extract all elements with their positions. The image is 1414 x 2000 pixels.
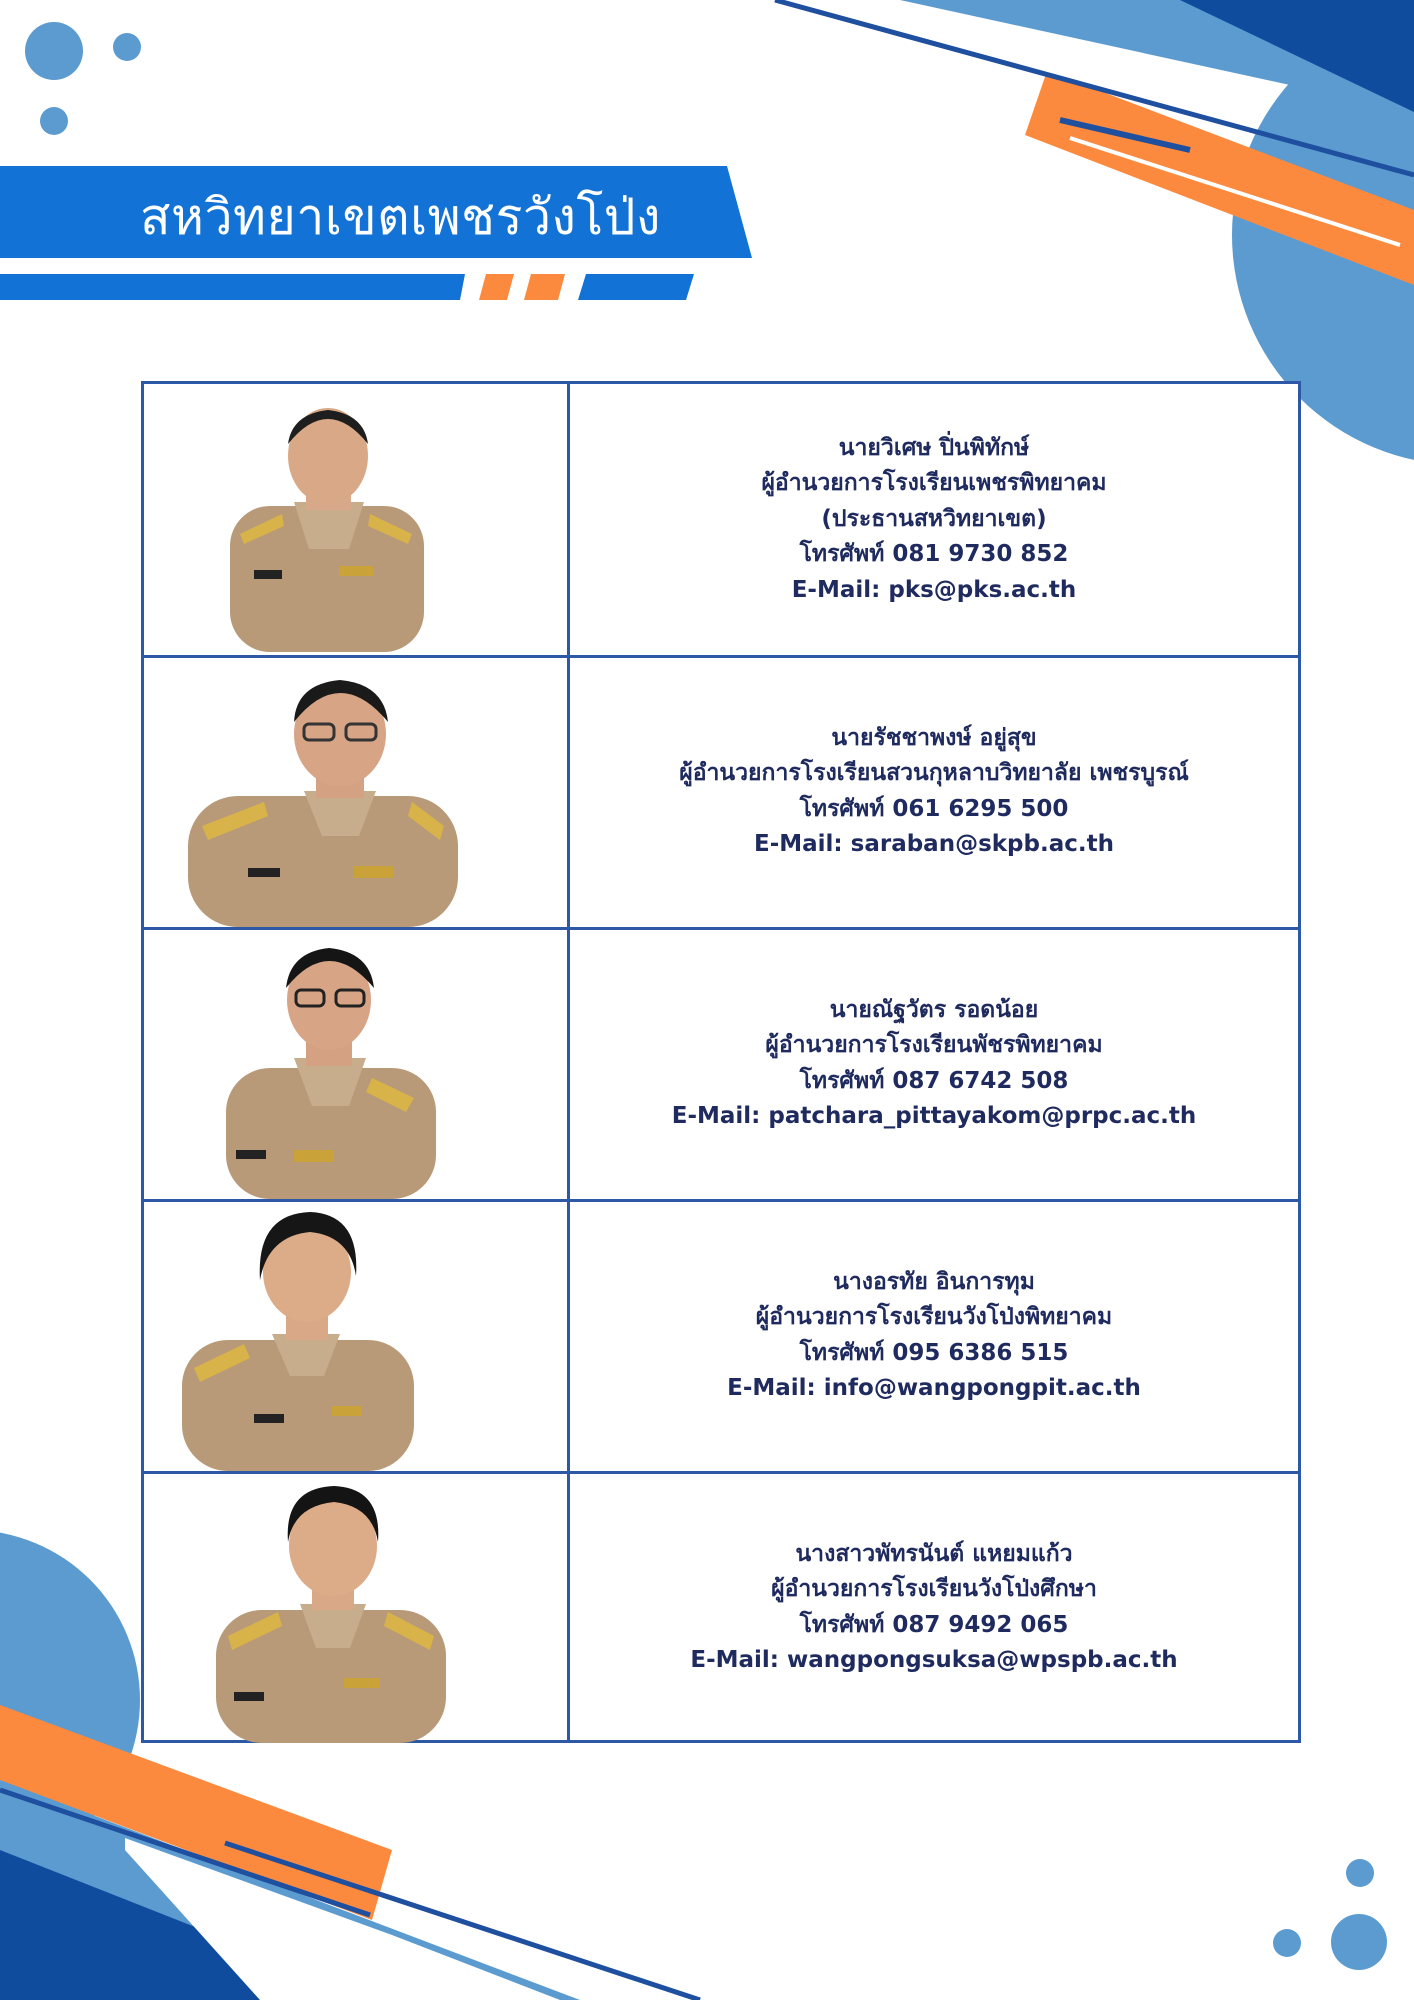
portrait-insignia: [339, 566, 373, 576]
portrait-image: [144, 1472, 567, 1743]
member-phone: โทรศัพท์ 087 6742 508: [799, 1067, 1069, 1094]
portrait-image: [144, 384, 567, 655]
member-email: E-Mail: saraban@skpb.ac.th: [754, 831, 1114, 857]
decor-bar: [479, 274, 514, 300]
member-name: นายณัฐวัตร รอดน้อย: [829, 996, 1039, 1023]
portrait-image: [144, 1200, 567, 1471]
decor-dot: [1331, 1914, 1387, 1970]
member-name: นายวิเศษ ปิ่นพิทักษ์: [838, 434, 1030, 461]
member-info: [570, 384, 1298, 655]
member-name: นายรัชชาพงษ์ อยู่สุข: [831, 724, 1037, 751]
photo-cell: [144, 384, 570, 655]
member-position: ผู้อำนวยการโรงเรียนสวนกุหลาบวิทยาลัย เพชรบูรณ์: [679, 760, 1189, 786]
portrait-insignia: [354, 866, 394, 878]
decor-bar: [524, 274, 565, 300]
page-title: สหวิทยาเขตเพชรวังโป่ง: [140, 188, 661, 246]
table-row: [144, 656, 1298, 930]
member-email: E-Mail: info@wangpongpit.ac.th: [727, 1375, 1141, 1401]
member-info: [570, 928, 1298, 1199]
decor-bar: [578, 274, 694, 300]
member-phone: โทรศัพท์ 087 9492 065: [799, 1611, 1069, 1638]
member-name: นางอรทัย อินการทุม: [833, 1268, 1035, 1295]
member-email: E-Mail: patchara_pittayakom@prpc.ac.th: [671, 1103, 1197, 1129]
decor-dot: [25, 22, 83, 80]
member-info: [570, 1472, 1298, 1743]
portrait-nametag: [254, 1414, 284, 1423]
member-email: E-Mail: pks@pks.ac.th: [791, 576, 1077, 603]
table-row: [144, 384, 1298, 658]
photo-cell: [144, 1472, 570, 1743]
photo-cell: [144, 656, 570, 927]
member-role: (ประธานสหวิทยาเขต): [821, 505, 1047, 532]
portrait-insignia: [294, 1150, 334, 1162]
member-info: [570, 1200, 1298, 1471]
photo-cell: [144, 1200, 570, 1471]
member-position: ผู้อำนวยการโรงเรียนวังโป่งศึกษา: [771, 1576, 1097, 1602]
member-phone: โทรศัพท์ 081 9730 852: [799, 541, 1069, 568]
member-position: ผู้อำนวยการโรงเรียนพัชรพิทยาคม: [765, 1032, 1103, 1058]
member-name: นางสาวพัทรนันต์ แหยมแก้ว: [795, 1540, 1073, 1567]
member-info: [570, 656, 1298, 927]
member-phone: โทรศัพท์ 095 6386 515: [799, 1339, 1069, 1366]
directory-table: [141, 381, 1301, 1743]
portrait-insignia: [344, 1678, 380, 1688]
member-position: ผู้อำนวยการโรงเรียนวังโป่งพิทยาคม: [755, 1304, 1113, 1330]
decor-dot: [1273, 1929, 1301, 1957]
decor-dot: [1346, 1859, 1374, 1887]
portrait-nametag: [236, 1150, 266, 1159]
portrait-image: [144, 928, 567, 1199]
photo-cell: [144, 928, 570, 1199]
table-row: [144, 1472, 1298, 1743]
portrait-nametag: [234, 1692, 264, 1701]
member-position: ผู้อำนวยการโรงเรียนเพชรพิทยาคม: [761, 470, 1107, 497]
portrait-insignia: [332, 1406, 362, 1416]
member-email: E-Mail: wangpongsuksa@wpspb.ac.th: [690, 1647, 1178, 1673]
portrait-nametag: [248, 868, 280, 877]
table-row: [144, 1200, 1298, 1474]
decor-dot: [113, 33, 141, 61]
decor-dot: [40, 107, 68, 135]
member-phone: โทรศัพท์ 061 6295 500: [799, 795, 1069, 822]
portrait-nametag: [254, 570, 282, 579]
portrait-image: [144, 656, 567, 927]
decor-bar: [0, 274, 465, 300]
table-row: [144, 928, 1298, 1202]
